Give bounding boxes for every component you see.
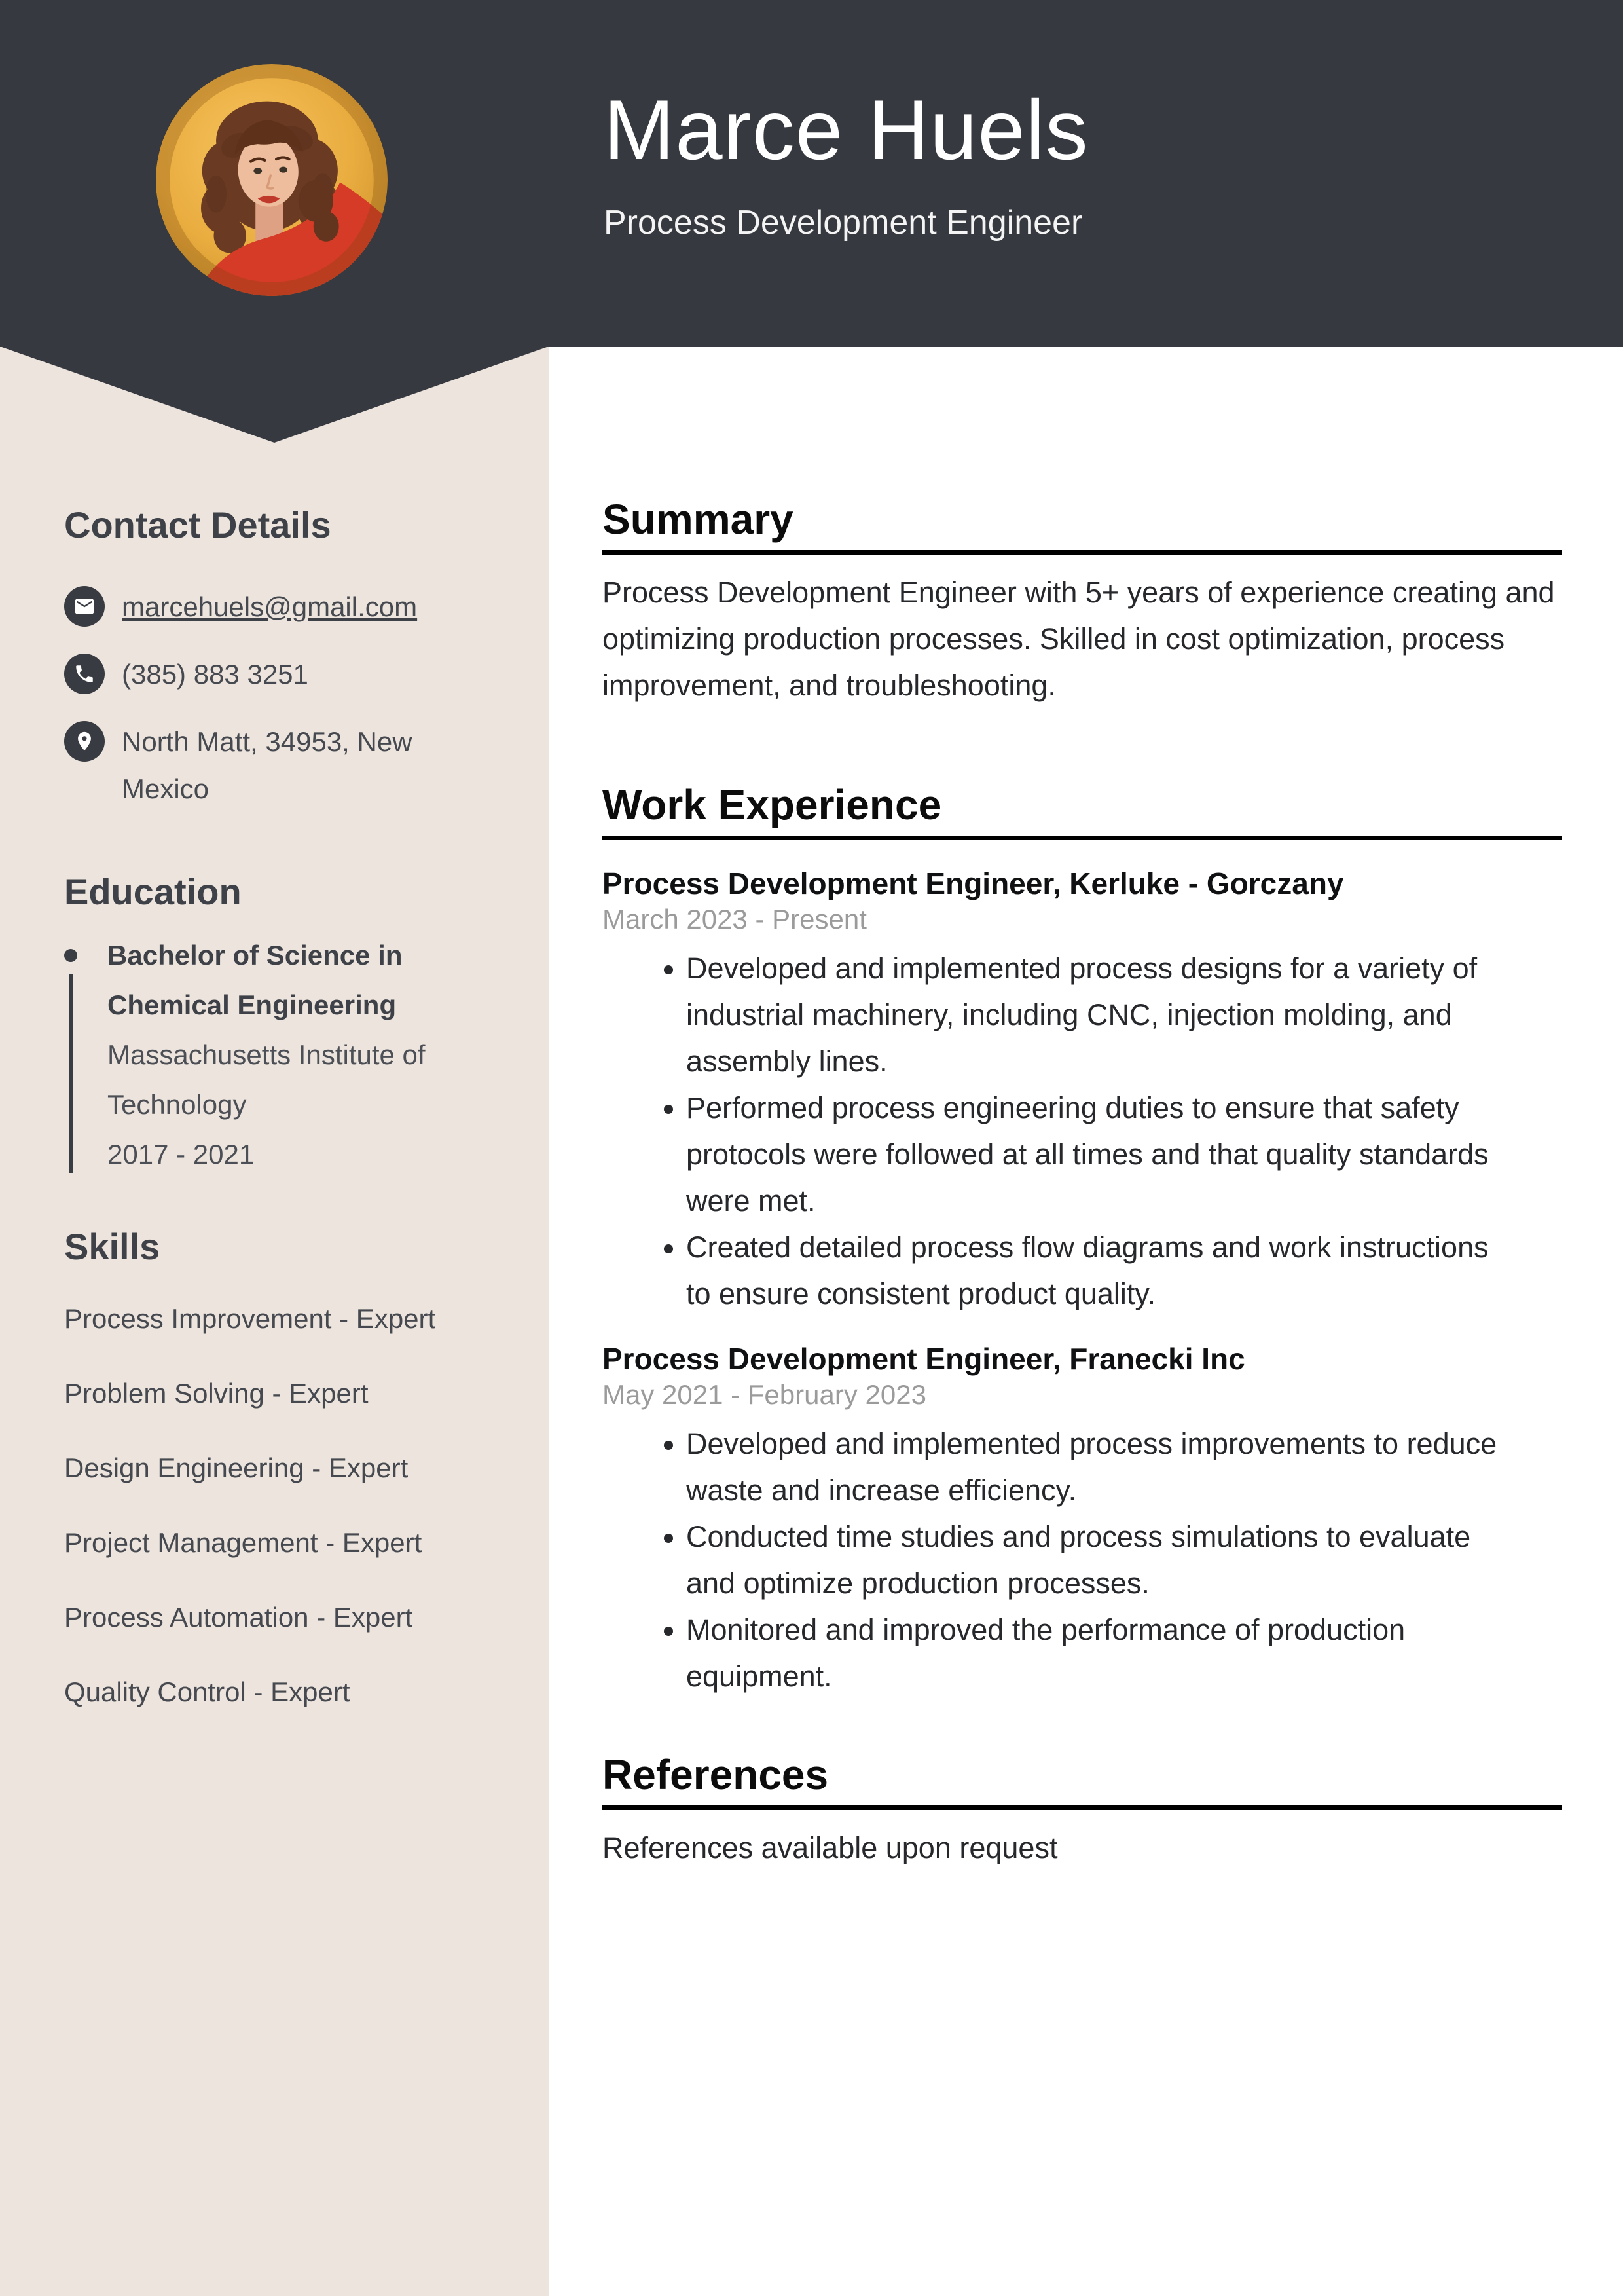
- job-bullet: • Performed process engineering duties to ensure that safety protocols were followed at all times and that quality standards were met.: [686, 1084, 1498, 1224]
- skill-item: Process Improvement - Expert: [64, 1303, 436, 1334]
- contact-list: [64, 586, 503, 813]
- job-bullet: • Created detailed process flow diagrams and work instructions to ensure consistent product quality.: [686, 1224, 1498, 1317]
- contact-row-location: [64, 721, 503, 813]
- skill-item: Problem Solving - Expert: [64, 1378, 369, 1409]
- phone-value: (385) 883 3251: [122, 659, 308, 690]
- skills-list: [64, 1303, 503, 1709]
- skill-item: Project Management - Expert: [64, 1527, 422, 1558]
- person-name: Marce Huels: [604, 82, 1089, 177]
- skill-item: Process Automation - Expert: [64, 1602, 413, 1633]
- phone-icon: [64, 654, 105, 694]
- education-section: [64, 870, 503, 1179]
- education-school: Massachusetts Institute of Technology: [107, 1039, 426, 1120]
- location-icon: [64, 721, 105, 762]
- summary-section: [602, 495, 1562, 709]
- work-experience-heading: Work Experience: [602, 781, 1562, 840]
- job-title: Process Development Engineer, Franecki Inc: [602, 1342, 1245, 1376]
- references-heading: References: [602, 1750, 1562, 1810]
- job-dates: May 2021 - February 2023: [602, 1379, 926, 1410]
- main-column: [549, 0, 1623, 1871]
- job-dates: March 2023 - Present: [602, 904, 867, 935]
- work-experience-section: [602, 781, 1562, 1699]
- job-bullet: • Conducted time studies and process simulations to evaluate and optimize production processes.: [686, 1513, 1498, 1606]
- contact-row-email: [64, 586, 503, 631]
- contact-heading: Contact Details: [64, 504, 331, 546]
- portrait-illustration: [156, 64, 388, 296]
- email-link[interactable]: marcehuels@gmail.com: [122, 591, 418, 622]
- skills-section: [64, 1225, 503, 1709]
- job-entry: [602, 865, 1562, 1317]
- summary-heading: Summary: [602, 495, 1562, 555]
- education-dates: 2017 - 2021: [107, 1139, 255, 1170]
- job-bullet: • Monitored and improved the performance of production equipment.: [686, 1606, 1498, 1699]
- person-title: Process Development Engineer: [604, 204, 1083, 242]
- skills-heading: Skills: [64, 1226, 160, 1267]
- summary-text: Process Development Engineer with 5+ years of experience creating and optimizing production processes. Skilled in cost optimization, process improvement, and troubleshooting.: [602, 576, 1555, 702]
- education-heading: Education: [64, 871, 242, 912]
- job-bullet-list: [602, 945, 1562, 1317]
- contact-row-phone: [64, 654, 503, 698]
- job-entry: [602, 1341, 1562, 1699]
- education-degree: Bachelor of Science in Chemical Engineering: [107, 940, 403, 1020]
- header-chevron-decoration: [0, 346, 549, 443]
- references-text: References available upon request: [602, 1831, 1058, 1864]
- job-title: Process Development Engineer, Kerluke - Gorczany: [602, 866, 1344, 900]
- skill-item: Design Engineering - Expert: [64, 1453, 409, 1483]
- address-value: North Matt, 34953, New Mexico: [122, 726, 412, 804]
- skill-item: Quality Control - Expert: [64, 1676, 350, 1707]
- job-bullet-list: [602, 1420, 1562, 1699]
- job-bullet: • Developed and implemented process designs for a variety of industrial machinery, including CNC, injection molding, and assembly lines.: [686, 945, 1498, 1084]
- email-icon: [64, 586, 105, 627]
- references-section: [602, 1750, 1562, 1871]
- education-item: [64, 931, 448, 1179]
- profile-photo: [156, 64, 388, 296]
- contact-section: [64, 504, 503, 813]
- job-bullet: • Developed and implemented process improvements to reduce waste and increase efficiency.: [686, 1420, 1498, 1513]
